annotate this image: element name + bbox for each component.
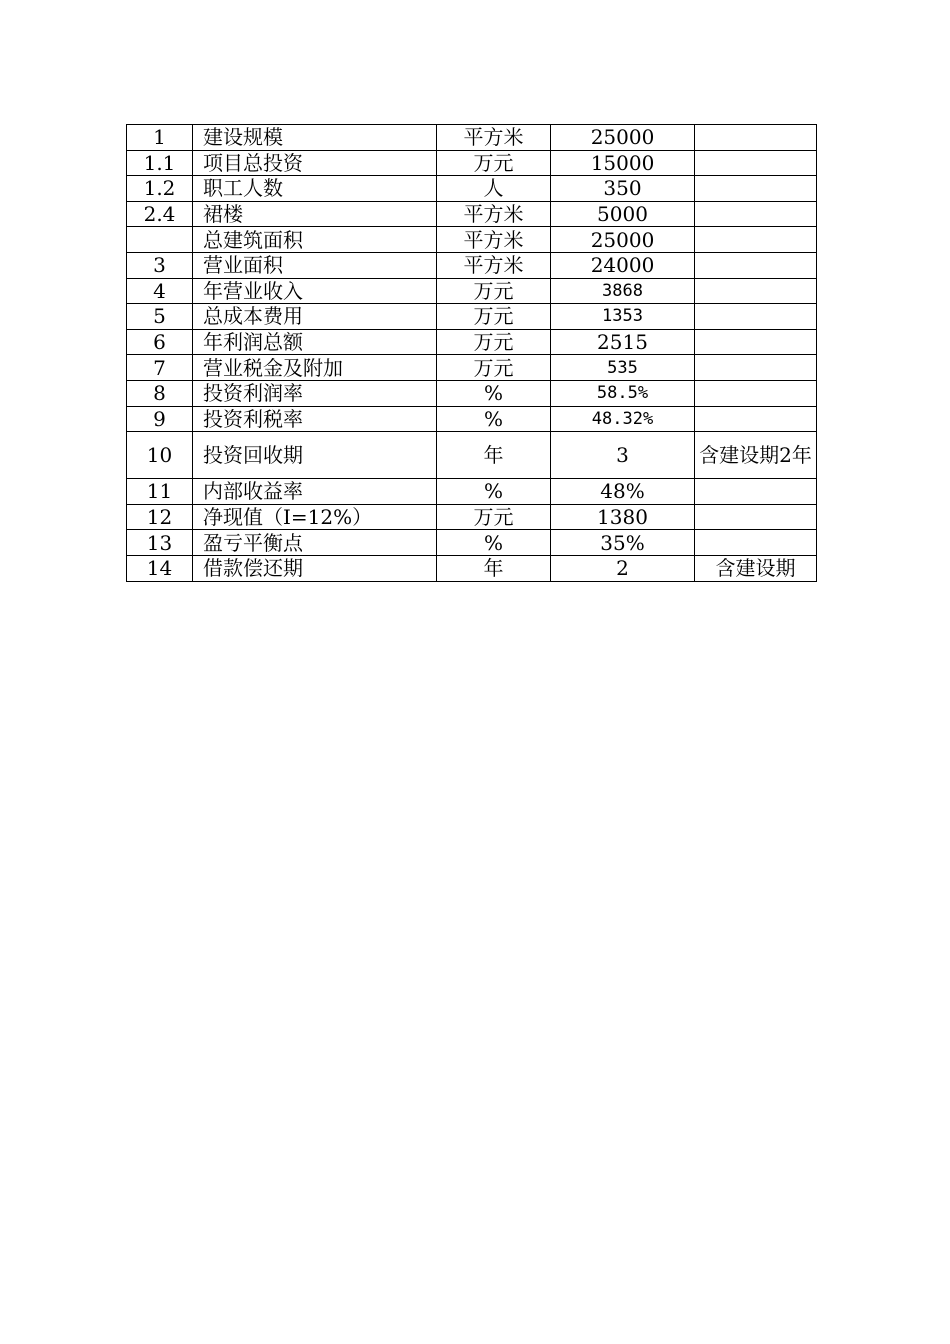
row-number: 9 <box>127 406 193 432</box>
indicator-unit: % <box>437 530 551 556</box>
row-number: 5 <box>127 304 193 330</box>
indicator-value: 2515 <box>551 329 695 355</box>
table-row <box>127 479 817 505</box>
indicator-value: 15000 <box>551 150 695 176</box>
row-number: 2.4 <box>127 201 193 227</box>
indicator-name: 投资回收期 <box>193 432 437 479</box>
indicator-value: 48% <box>551 479 695 505</box>
indicator-name: 项目总投资 <box>193 150 437 176</box>
indicator-name: 盈亏平衡点 <box>193 530 437 556</box>
indicator-value: 1380 <box>551 504 695 530</box>
indicator-unit: 人 <box>437 176 551 202</box>
row-number: 14 <box>127 555 193 581</box>
row-number: 12 <box>127 504 193 530</box>
indicator-unit: 平方米 <box>437 252 551 278</box>
indicator-name: 净现值（I=12%） <box>193 504 437 530</box>
indicator-note <box>695 176 817 202</box>
table-row <box>127 555 817 581</box>
table-row <box>127 252 817 278</box>
indicator-note <box>695 406 817 432</box>
indicator-value: 48.32% <box>551 406 695 432</box>
indicator-name: 营业税金及附加 <box>193 355 437 381</box>
indicator-unit: 平方米 <box>437 201 551 227</box>
indicator-value: 350 <box>551 176 695 202</box>
indicator-unit: 年 <box>437 555 551 581</box>
indicator-note <box>695 504 817 530</box>
indicator-name: 营业面积 <box>193 252 437 278</box>
indicator-value: 535 <box>551 355 695 381</box>
table-row <box>127 329 817 355</box>
indicator-name: 投资利税率 <box>193 406 437 432</box>
indicator-unit: 万元 <box>437 355 551 381</box>
indicator-name: 年营业收入 <box>193 278 437 304</box>
indicator-value: 5000 <box>551 201 695 227</box>
table-row <box>127 504 817 530</box>
table-row <box>127 125 817 151</box>
indicator-note <box>695 329 817 355</box>
indicator-value: 35% <box>551 530 695 556</box>
indicator-note <box>695 278 817 304</box>
table-row <box>127 432 817 479</box>
indicator-note <box>695 252 817 278</box>
indicator-note <box>695 479 817 505</box>
indicator-name: 总建筑面积 <box>193 227 437 253</box>
indicator-value: 1353 <box>551 304 695 330</box>
indicator-value: 2 <box>551 555 695 581</box>
indicator-note <box>695 355 817 381</box>
table-row <box>127 304 817 330</box>
indicator-note <box>695 530 817 556</box>
indicator-name: 建设规模 <box>193 125 437 151</box>
row-number: 10 <box>127 432 193 479</box>
indicator-name: 借款偿还期 <box>193 555 437 581</box>
indicator-unit: 年 <box>437 432 551 479</box>
table-row <box>127 355 817 381</box>
indicator-unit: 万元 <box>437 278 551 304</box>
row-number: 11 <box>127 479 193 505</box>
indicator-unit: 平方米 <box>437 125 551 151</box>
table-row <box>127 227 817 253</box>
row-number: 6 <box>127 329 193 355</box>
indicator-value: 25000 <box>551 227 695 253</box>
table-row <box>127 150 817 176</box>
indicator-unit: 万元 <box>437 504 551 530</box>
indicator-note <box>695 380 817 406</box>
indicator-name: 总成本费用 <box>193 304 437 330</box>
indicators-table <box>126 124 817 582</box>
row-number: 13 <box>127 530 193 556</box>
row-number: 1 <box>127 125 193 151</box>
indicators-table-body <box>127 125 817 582</box>
indicator-unit: 万元 <box>437 329 551 355</box>
indicator-name: 裙楼 <box>193 201 437 227</box>
row-number: 3 <box>127 252 193 278</box>
row-number: 1.2 <box>127 176 193 202</box>
indicator-value: 3868 <box>551 278 695 304</box>
row-number: 1.1 <box>127 150 193 176</box>
indicator-note <box>695 304 817 330</box>
indicator-unit: 万元 <box>437 304 551 330</box>
indicator-note <box>695 227 817 253</box>
indicator-value: 3 <box>551 432 695 479</box>
indicator-note <box>695 201 817 227</box>
indicator-name: 年利润总额 <box>193 329 437 355</box>
table-row <box>127 176 817 202</box>
indicator-value: 58.5% <box>551 380 695 406</box>
row-number <box>127 227 193 253</box>
table-row <box>127 406 817 432</box>
row-number: 7 <box>127 355 193 381</box>
indicator-unit: % <box>437 479 551 505</box>
row-number: 8 <box>127 380 193 406</box>
indicator-unit: % <box>437 380 551 406</box>
indicator-unit: % <box>437 406 551 432</box>
indicator-name: 职工人数 <box>193 176 437 202</box>
indicator-unit: 万元 <box>437 150 551 176</box>
indicator-name: 内部收益率 <box>193 479 437 505</box>
indicator-value: 24000 <box>551 252 695 278</box>
indicator-note <box>695 150 817 176</box>
indicator-unit: 平方米 <box>437 227 551 253</box>
indicator-note: 含建设期 <box>695 555 817 581</box>
table-row <box>127 530 817 556</box>
table-row <box>127 278 817 304</box>
table-row <box>127 201 817 227</box>
indicator-name: 投资利润率 <box>193 380 437 406</box>
indicator-note: 含建设期2年 <box>695 432 817 479</box>
indicator-value: 25000 <box>551 125 695 151</box>
indicator-note <box>695 125 817 151</box>
row-number: 4 <box>127 278 193 304</box>
table-row <box>127 380 817 406</box>
